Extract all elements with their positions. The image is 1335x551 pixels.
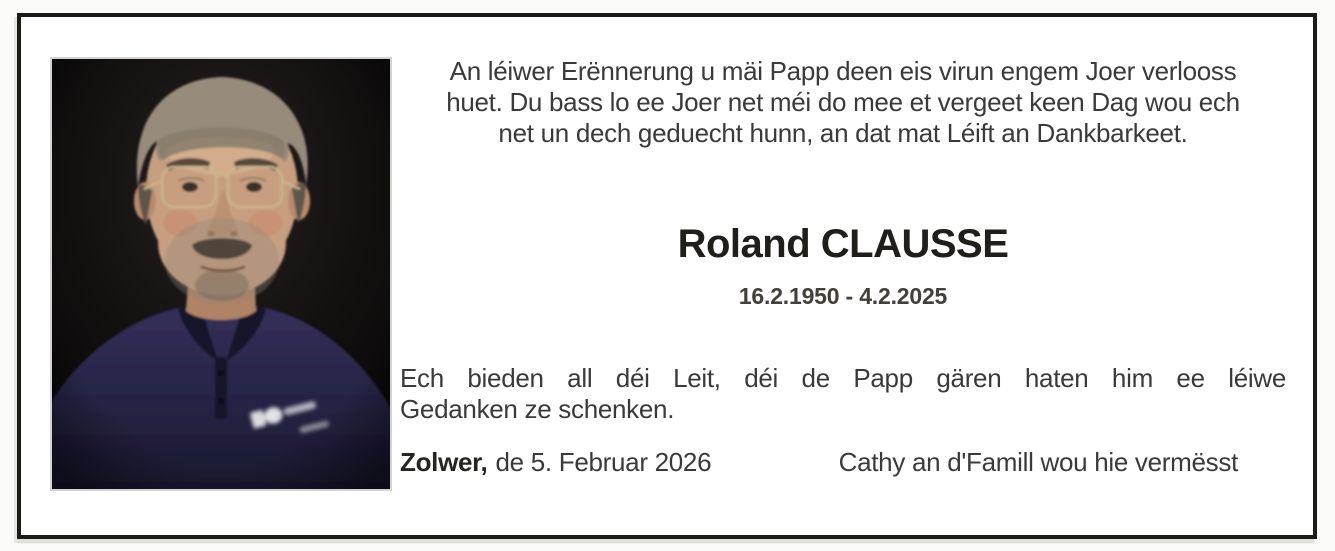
opening-line: An léiwer Erënnerung u mäi Papp deen eis virun engem Joer verlooss xyxy=(449,56,1237,86)
place-and-date xyxy=(400,447,711,478)
opening-line: net un dech geduecht hunn, an dat mat Léift an Dankbarkeet. xyxy=(498,118,1188,148)
portrait-illustration xyxy=(52,59,390,489)
opening-line: huet. Du bass lo ee Joer net méi do mee et vergeet keen Dag wou ech xyxy=(446,87,1240,117)
life-dates: 16.2.1950 - 4.2.2025 xyxy=(738,283,948,309)
request-paragraph xyxy=(400,363,1286,425)
photo-vignette xyxy=(52,59,390,489)
deceased-name: Roland CLAUSSE xyxy=(677,222,1009,266)
request-line: Gedanken ze schenken. xyxy=(400,394,675,424)
portrait-photo xyxy=(50,57,392,491)
opening-paragraph xyxy=(400,56,1286,149)
footer-row xyxy=(400,447,1286,478)
memorial-card xyxy=(17,13,1317,539)
place-name: Zolwer, xyxy=(400,447,488,477)
family-signature: Cathy an d'Famill wou hie vermësst xyxy=(838,447,1238,477)
request-line: Ech bieden all déi Leit, déi de Papp gären haten him ee léiwe xyxy=(400,363,1286,393)
announcement-text xyxy=(400,17,1286,535)
announcement-date: de 5. Februar 2026 xyxy=(495,447,712,477)
